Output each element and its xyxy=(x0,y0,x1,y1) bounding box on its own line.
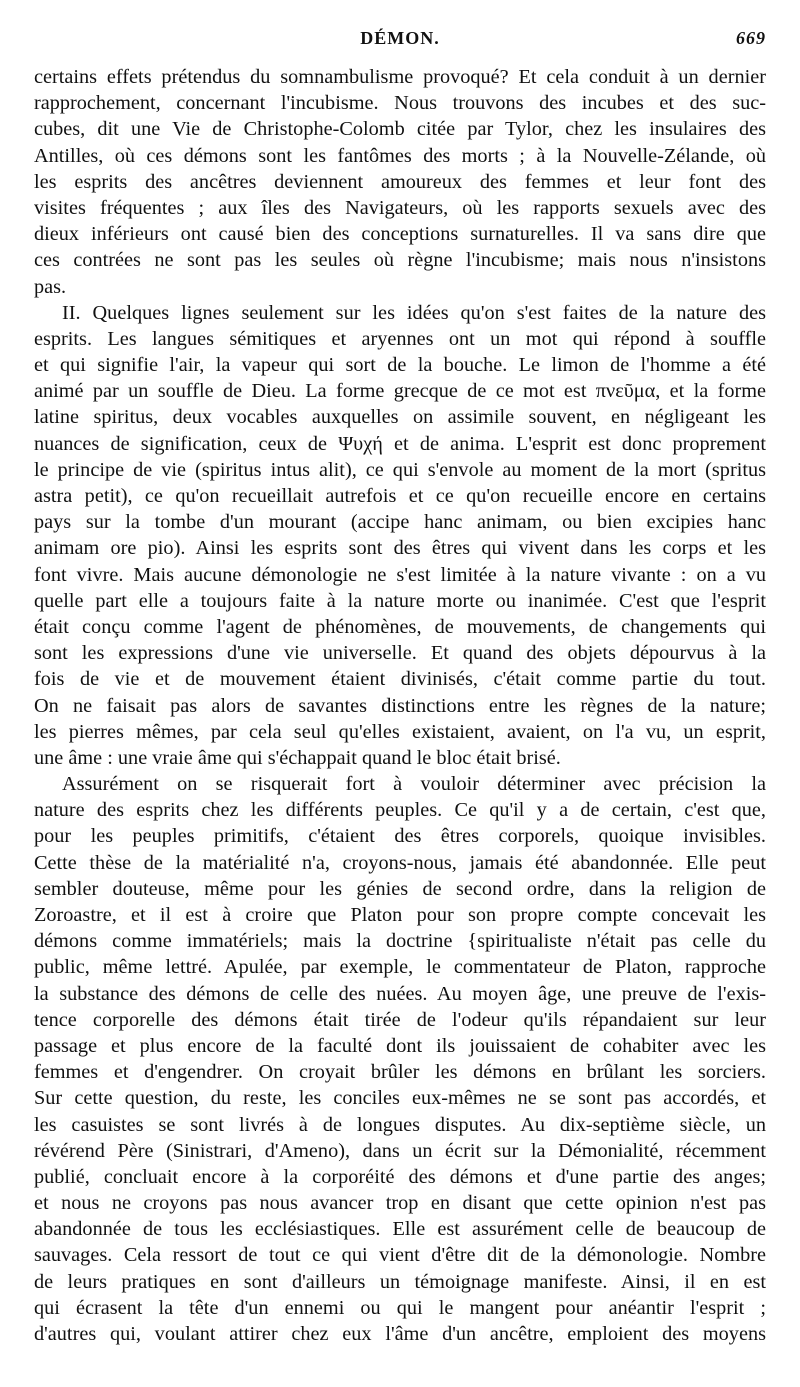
text-line: sembler douteuse, même pour les génies de second ordre, dans la religion de xyxy=(34,877,766,900)
text-line: pays sur la tombe d'un mourant (accipe hanc animam, ou bien excipies hanc xyxy=(34,511,766,534)
text-line: animé par un souffle de Dieu. La forme grecque de ce mot est πνεῦμα, et la forme xyxy=(34,380,766,403)
text-line: nuances de signification, ceux de Ψυχή et de anima. L'esprit est donc proprement xyxy=(34,432,766,455)
text-line: rapprochement, concernant l'incubisme. Nous trouvons des incubes et des suc- xyxy=(34,92,766,115)
text-line: Sur cette question, du reste, les conciles eux-mêmes ne se sont pas accordés, et xyxy=(34,1087,766,1110)
text-line: démons comme immatériels; mais la doctrine {spiritualiste n'était pas celle du xyxy=(34,930,766,953)
text-line: Zoroastre, et il est à croire que Platon pour son propre compte concevait les xyxy=(34,904,766,926)
text-line: pour les peuples primitifs, c'étaient des êtres corporels, quoique invisibles. xyxy=(34,825,766,848)
text-line: de leurs pratiques en sont d'ailleurs un témoignage manifeste. Ainsi, il en est xyxy=(34,1270,766,1293)
text-line: sauvages. Cela ressort de tout ce qui vient d'être dit de la démonologie. Nombre xyxy=(34,1244,766,1267)
text-line: cubes, dit une Vie de Christophe-Colomb citée par Tylor, chez les insulaires des xyxy=(34,118,766,141)
text-line: public, même lettré. Apulée, par exemple, le commentateur de Platon, rapproche xyxy=(34,956,766,979)
text-line: la substance des démons de celle des nuées. Au moyen âge, une preuve de l'exis- xyxy=(34,982,766,1005)
text-line: font vivre. Mais aucune démonologie ne s'est limitée à la nature vivante : on a vu xyxy=(34,563,766,586)
text-line: les casuistes se sont livrés à de longues disputes. Au dix-septième siècle, un xyxy=(34,1113,766,1136)
text-line: Cette thèse de la matérialité n'a, croyons-nous, jamais été abandonnée. Elle peut xyxy=(34,851,766,874)
body-text xyxy=(34,64,766,1347)
text-line: dieux inférieurs ont causé bien des conceptions surnaturelles. Il va sans dire que xyxy=(34,223,766,246)
text-line: tence corporelle des démons était tirée de l'odeur qu'ils répandaient sur leur xyxy=(34,1008,766,1031)
text-line: pas. xyxy=(34,275,67,298)
text-line: une âme : une vraie âme qui s'échappait quand le bloc était brisé. xyxy=(34,746,561,769)
text-line: abandonnée de tous les ecclésiastiques. Elle est assurément celle de beaucoup de xyxy=(34,1218,766,1241)
text-line: et qui signifie l'air, la vapeur qui sort de la bouche. Le limon de l'homme a été xyxy=(34,354,766,377)
text-line: visites fréquentes ; aux îles des Navigateurs, où les rapports sexuels avec des xyxy=(34,196,766,219)
text-line: qui écrasent la tête d'un ennemi ou qui le mangent pour anéantir l'esprit ; xyxy=(34,1296,766,1319)
text-line: le principe de vie (spiritus intus alit), ce qui s'envole au moment de la mort (spritus xyxy=(34,458,766,481)
text-line: latine spiritus, deux vocables auxquelles on assimile souvent, en négligeant les xyxy=(34,406,766,429)
text-line: était conçu comme l'agent de phénomènes, de mouvements, de changements qui xyxy=(34,615,766,638)
text-line: ces contrées ne sont pas les seules où règne l'incubisme; mais nous n'insistons xyxy=(34,249,766,272)
text-line: d'autres qui, voulant attirer chez eux l'âme d'un ancêtre, emploient des moyens xyxy=(34,1323,766,1345)
text-line: quelle part elle a toujours faite à la nature morte ou inanimée. C'est que l'esprit xyxy=(34,589,766,612)
running-header xyxy=(34,28,766,52)
text-line: révérend Père (Sinistrari, d'Ameno), dans un écrit sur la Démonialité, récemment xyxy=(34,1139,766,1162)
page-title: DÉMON. xyxy=(360,28,440,48)
text-line: les pierres mêmes, par cela seul qu'elles existaient, avaient, on l'a vu, un esprit, xyxy=(34,720,766,743)
text-line: passage et plus encore de la faculté dont ils jouissaient de cohabiter avec les xyxy=(34,1034,766,1057)
text-line: II. Quelques lignes seulement sur les idées qu'on s'est faites de la nature des xyxy=(62,301,766,324)
text-line: sont les expressions d'une vie universelle. Et quand des objets dépourvus à la xyxy=(34,642,766,665)
text-line: animam ore pio). Ainsi les esprits sont des êtres qui vivent dans les corps et les xyxy=(34,537,766,560)
text-line: femmes et d'engendrer. On croyait brûler les démons en brûlant les sorciers. xyxy=(34,1061,766,1084)
text-line: certains effets prétendus du somnambulisme provoqué? Et cela conduit à un dernier xyxy=(34,66,766,88)
text-line: et nous ne croyons pas nous avancer trop en disant que cette opinion n'est pas xyxy=(34,1192,766,1215)
text-line: Assurément on se risquerait fort à vouloir déterminer avec précision la xyxy=(62,773,766,796)
text-line: les esprits des ancêtres deviennent amoureux des femmes et leur font des xyxy=(34,170,766,193)
text-line: nature des esprits chez les différents peuples. Ce qu'il y a de certain, c'est que, xyxy=(34,799,766,822)
text-line: esprits. Les langues sémitiques et aryennes ont un mot qui répond à souffle xyxy=(34,327,766,350)
text-line: Antilles, où ces démons sont les fantômes des morts ; à la Nouvelle-Zélande, où xyxy=(34,144,766,167)
page-number: 669 xyxy=(736,28,766,48)
text-line: publié, concluait encore à la corporéité des démons et d'une partie des anges; xyxy=(34,1165,766,1188)
text-line: On ne faisait pas alors de savantes distinctions entre les règnes de la nature; xyxy=(34,694,766,717)
text-line: astra petit), ce qu'on recueillait autrefois et ce qu'on recueille encore en certains xyxy=(34,485,766,507)
text-line: fois de vie et de mouvement étaient divinisés, c'était comme partie du tout. xyxy=(34,668,766,691)
